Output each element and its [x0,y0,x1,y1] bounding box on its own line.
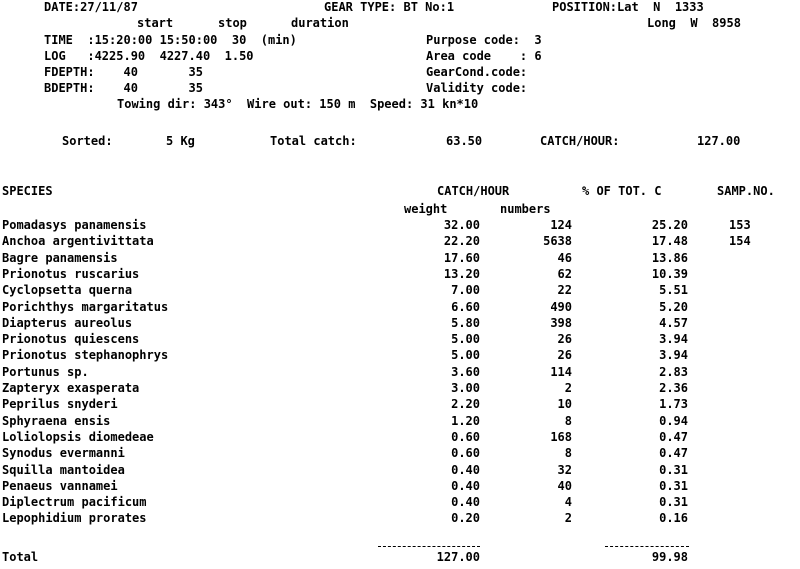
species-name: Bagre panamensis [2,251,118,265]
species-name: Penaeus vannamei [2,479,118,493]
numbers-value: 168 [550,430,572,444]
sorted-label: Sorted: [62,134,113,148]
species-name: Peprilus snyderi [2,397,118,411]
species-name: Zapteryx exasperata [2,381,140,395]
weight-value: 5.80 [451,316,480,330]
pct-value: 5.51 [659,283,688,297]
total-pct-rule [605,546,689,547]
numbers-subheader: numbers [500,202,551,216]
weight-value: 3.60 [451,365,480,379]
numbers-value: 26 [557,332,572,346]
weight-value: 2.20 [451,397,480,411]
weight-value: 0.20 [451,511,480,525]
towing-row: Towing dir: 343° Wire out: 150 m Speed: 31 kn*10 [117,97,479,111]
weight-value: 0.40 [451,463,480,477]
numbers-value: 26 [557,348,572,362]
weight-value: 6.60 [451,300,480,314]
gear-type-field: GEAR TYPE: BT No:1 [324,0,455,14]
weight-value: 5.00 [451,332,480,346]
species-name: Portunus sp. [2,365,89,379]
numbers-value: 40 [557,479,572,493]
validity-code-field: Validity code: [426,81,528,95]
date-field: DATE:27/11/87 [44,0,138,14]
weight-value: 3.00 [451,381,480,395]
species-name: Pomadasys panamensis [2,218,147,232]
numbers-value: 46 [557,251,572,265]
species-header: SPECIES [2,184,53,198]
start-column-label: start [137,16,174,30]
species-name: Loliolopsis diomedeae [2,430,154,444]
pct-value: 10.39 [651,267,688,281]
weight-value: 0.60 [451,430,480,444]
numbers-value: 5638 [543,234,572,248]
pct-value: 0.31 [659,463,688,477]
numbers-value: 62 [557,267,572,281]
pct-value: 0.94 [659,414,688,428]
numbers-value: 114 [550,365,572,379]
species-name: Lepophidium prorates [2,511,147,525]
numbers-value: 4 [564,495,572,509]
weight-value: 22.20 [443,234,480,248]
purpose-code-field: Purpose code: 3 [426,33,542,47]
gearcond-code-field: GearCond.code: [426,65,528,79]
total-weight-rule [378,546,480,547]
numbers-value: 398 [550,316,572,330]
bdepth-row: BDEPTH: 40 35 [44,81,203,95]
pct-value: 3.94 [659,332,688,346]
species-name: Prionotus ruscarius [2,267,140,281]
weight-value: 13.20 [443,267,480,281]
pct-value: 4.57 [659,316,688,330]
total-catch-label: Total catch: [270,134,357,148]
catch-hour-value: 127.00 [697,134,741,148]
numbers-value: 10 [557,397,572,411]
numbers-value: 8 [564,446,572,460]
numbers-value: 32 [557,463,572,477]
species-name: Sphyraena ensis [2,414,111,428]
species-name: Anchoa argentivittata [2,234,154,248]
species-name: Diplectrum pacificum [2,495,147,509]
pct-value: 0.47 [659,446,688,460]
pct-value: 17.48 [651,234,688,248]
pct-value: 2.36 [659,381,688,395]
pct-value: 13.86 [651,251,688,265]
catch-hour-header: CATCH/HOUR [437,184,510,198]
samp-value: 154 [729,234,751,248]
time-row: TIME :15:20:00 15:50:00 30 (min) [44,33,297,47]
numbers-value: 2 [564,381,572,395]
log-row: LOG :4225.90 4227.40 1.50 [44,49,254,63]
weight-subheader: weight [404,202,448,216]
pct-value: 3.94 [659,348,688,362]
stop-column-label: stop [218,16,247,30]
species-name: Porichthys margaritatus [2,300,169,314]
position-lat-field: POSITION:Lat N 1333 [552,0,704,14]
species-name: Synodus evermanni [2,446,125,460]
pct-value: 0.31 [659,495,688,509]
total-catch-value: 63.50 [446,134,483,148]
numbers-value: 490 [550,300,572,314]
sorted-value: 5 Kg [166,134,195,148]
duration-column-label: duration [291,16,349,30]
pct-value: 25.20 [651,218,688,232]
weight-value: 0.40 [451,495,480,509]
pct-value: 2.83 [659,365,688,379]
samp-value: 153 [729,218,751,232]
pct-value: 0.47 [659,430,688,444]
species-name: Prionotus stephanophrys [2,348,169,362]
catch-hour-label: CATCH/HOUR: [540,134,620,148]
area-code-field: Area code : 6 [426,49,542,63]
pct-total-header: % OF TOT. C [582,184,662,198]
species-name: Squilla mantoidea [2,463,125,477]
total-weight-value: 127.00 [436,550,480,564]
pct-value: 5.20 [659,300,688,314]
position-long-field: Long W 8958 [647,16,741,30]
numbers-value: 2 [564,511,572,525]
numbers-value: 22 [557,283,572,297]
pct-value: 0.31 [659,479,688,493]
species-name: Cyclopsetta querna [2,283,133,297]
numbers-value: 124 [550,218,572,232]
fdepth-row: FDEPTH: 40 35 [44,65,203,79]
samp-no-header: SAMP.NO. [717,184,775,198]
pct-value: 0.16 [659,511,688,525]
pct-value: 1.73 [659,397,688,411]
total-pct-value: 99.98 [651,550,688,564]
weight-value: 0.40 [451,479,480,493]
weight-value: 1.20 [451,414,480,428]
weight-value: 0.60 [451,446,480,460]
species-name: Prionotus quiescens [2,332,140,346]
weight-value: 32.00 [443,218,480,232]
numbers-value: 8 [564,414,572,428]
weight-value: 5.00 [451,348,480,362]
species-name: Diapterus aureolus [2,316,133,330]
weight-value: 7.00 [451,283,480,297]
weight-value: 17.60 [443,251,480,265]
total-label: Total [2,550,39,564]
